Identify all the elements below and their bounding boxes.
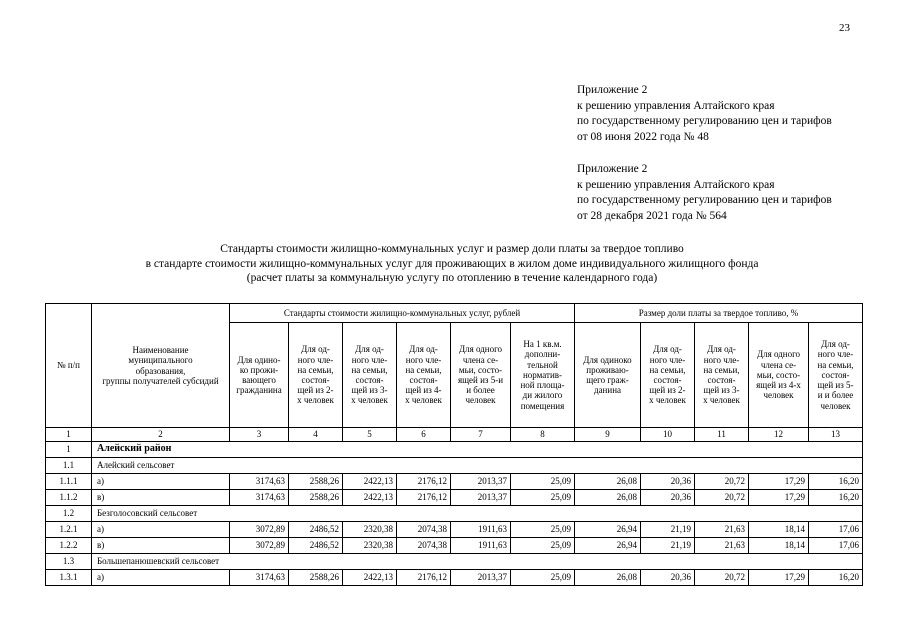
value-cell: 1911,63 xyxy=(451,522,511,538)
value-cell: 3174,63 xyxy=(230,490,289,506)
row-number: 1.2.1 xyxy=(46,522,92,538)
value-cell: 20,36 xyxy=(641,490,695,506)
appendix-label: Приложение 2 xyxy=(577,84,648,96)
value-cell: 16,20 xyxy=(809,490,863,506)
settlement-name: Алейский сельсовет xyxy=(92,458,863,474)
column-number: 8 xyxy=(511,428,575,442)
row-number: 1.2 xyxy=(46,506,92,522)
value-cell: 20,72 xyxy=(695,570,749,586)
value-cell: 2074,38 xyxy=(397,538,451,554)
value-cell: 26,94 xyxy=(575,522,641,538)
column-number: 4 xyxy=(289,428,343,442)
column-number: 7 xyxy=(451,428,511,442)
page-number: 23 xyxy=(839,22,850,34)
value-cell: 2013,37 xyxy=(451,474,511,490)
value-cell: 26,94 xyxy=(575,538,641,554)
column-number: 13 xyxy=(809,428,863,442)
value-cell: 20,36 xyxy=(641,474,695,490)
header-standard-col-7: Для одного члена се- мьи, состо- ящей из 5-и и более человек xyxy=(451,323,511,428)
column-number: 2 xyxy=(92,428,230,442)
header-group-standards: Стандарты стоимости жилищно-коммунальных услуг, рублей xyxy=(230,304,575,323)
value-cell: 21,19 xyxy=(641,538,695,554)
value-cell: 25,09 xyxy=(511,538,575,554)
title-line: в стандарте стоимости жилищно-коммунальных услуг для проживающих в жилом доме индивидуального жилищного фонда xyxy=(145,257,759,270)
value-cell: 2422,13 xyxy=(343,490,397,506)
settlement-row xyxy=(46,506,863,522)
settlement-name: Большепанюшевский сельсовет xyxy=(92,554,863,570)
value-cell: 1911,63 xyxy=(451,538,511,554)
header-share-col-9: Для одиноко проживаю- щего граж- данина xyxy=(575,323,641,428)
appendix-authority: к решению управления Алтайского края xyxy=(577,178,775,191)
district-name: Алейский район xyxy=(92,442,863,458)
value-cell: 2588,26 xyxy=(289,474,343,490)
standards-table xyxy=(45,303,863,586)
appendix-label: Приложение 2 xyxy=(577,163,648,175)
value-cell: 20,72 xyxy=(695,474,749,490)
value-cell: 2422,13 xyxy=(343,474,397,490)
value-cell: 2176,12 xyxy=(397,570,451,586)
appendix-authority: к решению управления Алтайского края xyxy=(577,99,775,112)
value-cell: 2422,13 xyxy=(343,570,397,586)
value-cell: 17,29 xyxy=(749,490,809,506)
value-cell: 2486,52 xyxy=(289,522,343,538)
value-cell: 25,09 xyxy=(511,570,575,586)
value-cell: 21,63 xyxy=(695,538,749,554)
column-number: 3 xyxy=(230,428,289,442)
header-share-col-13: Для од- ного чле- на семьи, состоя- щей из 5- и и более человек xyxy=(809,323,863,428)
recipient-group: а) xyxy=(92,570,230,586)
value-cell: 21,19 xyxy=(641,522,695,538)
appendix-date: от 28 декабря 2021 года № 564 xyxy=(577,209,727,222)
value-cell: 17,06 xyxy=(809,538,863,554)
appendix-block-current xyxy=(577,83,832,145)
appendix-date: от 08 июня 2022 года № 48 xyxy=(577,130,709,143)
row-number: 1.3.1 xyxy=(46,570,92,586)
header-standard-col-8: На 1 кв.м. дополни- тельной норматив- ной площа- ди жилого помещения xyxy=(511,323,575,428)
table-row xyxy=(46,474,863,490)
table-row xyxy=(46,570,863,586)
column-number: 9 xyxy=(575,428,641,442)
row-number: 1.1.1 xyxy=(46,474,92,490)
header-standard-col-6: Для од- ного чле- на семьи, состоя- щей из 4- х человек xyxy=(397,323,451,428)
header-standard-col-5: Для од- ного чле- на семьи, состоя- щей из 3- х человек xyxy=(343,323,397,428)
value-cell: 20,72 xyxy=(695,490,749,506)
appendix-block-previous xyxy=(577,162,832,224)
column-number: 10 xyxy=(641,428,695,442)
value-cell: 2320,38 xyxy=(343,538,397,554)
recipient-group: в) xyxy=(92,490,230,506)
value-cell: 18,14 xyxy=(749,538,809,554)
header-share-col-12: Для одного члена се- мьи, состо- ящей из 4-х человек xyxy=(749,323,809,428)
row-number: 1.1.2 xyxy=(46,490,92,506)
value-cell: 2176,12 xyxy=(397,474,451,490)
value-cell: 17,29 xyxy=(749,570,809,586)
value-cell: 20,36 xyxy=(641,570,695,586)
value-cell: 2588,26 xyxy=(289,570,343,586)
value-cell: 3174,63 xyxy=(230,474,289,490)
recipient-group: в) xyxy=(92,538,230,554)
value-cell: 18,14 xyxy=(749,522,809,538)
value-cell: 2013,37 xyxy=(451,570,511,586)
table-row xyxy=(46,490,863,506)
value-cell: 16,20 xyxy=(809,570,863,586)
header-share-col-11: Для од- ного чле- на семьи, состоя- щей из 3- х человек xyxy=(695,323,749,428)
value-cell: 2588,26 xyxy=(289,490,343,506)
column-number: 11 xyxy=(695,428,749,442)
settlement-row xyxy=(46,458,863,474)
value-cell: 2486,52 xyxy=(289,538,343,554)
value-cell: 17,06 xyxy=(809,522,863,538)
recipient-group: а) xyxy=(92,474,230,490)
appendix-authority-detail: по государственному регулированию цен и тарифов xyxy=(577,115,832,128)
value-cell: 26,08 xyxy=(575,570,641,586)
value-cell: 3072,89 xyxy=(230,538,289,554)
value-cell: 2176,12 xyxy=(397,490,451,506)
value-cell: 21,63 xyxy=(695,522,749,538)
header-municipality: Наименование муниципального образования, группы получателей субсидий xyxy=(92,304,230,428)
column-number: 5 xyxy=(343,428,397,442)
table-row xyxy=(46,538,863,554)
value-cell: 3174,63 xyxy=(230,570,289,586)
value-cell: 25,09 xyxy=(511,490,575,506)
header-row-number: № п/п xyxy=(46,304,92,428)
district-number: 1 xyxy=(46,442,92,458)
header-standard-col-3: Для одино- ко прожи- вающего гражданина xyxy=(230,323,289,428)
column-number: 12 xyxy=(749,428,809,442)
value-cell: 3072,89 xyxy=(230,522,289,538)
value-cell: 17,29 xyxy=(749,474,809,490)
appendix-authority-detail: по государственному регулированию цен и тарифов xyxy=(577,194,832,207)
settlement-name: Безголосовский сельсовет xyxy=(92,506,863,522)
title-line: Стандарты стоимости жилищно-коммунальных услуг и размер доли платы за твердое топливо xyxy=(220,243,684,255)
value-cell: 2074,38 xyxy=(397,522,451,538)
column-number: 1 xyxy=(46,428,92,442)
value-cell: 2320,38 xyxy=(343,522,397,538)
header-share-col-10: Для од- ного чле- на семьи, состоя- щей из 2- х человек xyxy=(641,323,695,428)
settlement-row xyxy=(46,554,863,570)
column-number: 6 xyxy=(397,428,451,442)
title-line: (расчет платы за коммунальную услугу по отоплению в течение календарного года) xyxy=(246,272,658,285)
row-number: 1.3 xyxy=(46,554,92,570)
value-cell: 2013,37 xyxy=(451,490,511,506)
table-row xyxy=(46,522,863,538)
row-number: 1.2.2 xyxy=(46,538,92,554)
row-number: 1.1 xyxy=(46,458,92,474)
header-group-fuel-share: Размер доли платы за твердое топливо, % xyxy=(575,304,863,323)
document-title xyxy=(40,242,864,286)
value-cell: 16,20 xyxy=(809,474,863,490)
value-cell: 26,08 xyxy=(575,490,641,506)
header-standard-col-4: Для од- ного чле- на семьи, состоя- щей из 2- х человек xyxy=(289,323,343,428)
value-cell: 25,09 xyxy=(511,522,575,538)
value-cell: 25,09 xyxy=(511,474,575,490)
value-cell: 26,08 xyxy=(575,474,641,490)
recipient-group: а) xyxy=(92,522,230,538)
